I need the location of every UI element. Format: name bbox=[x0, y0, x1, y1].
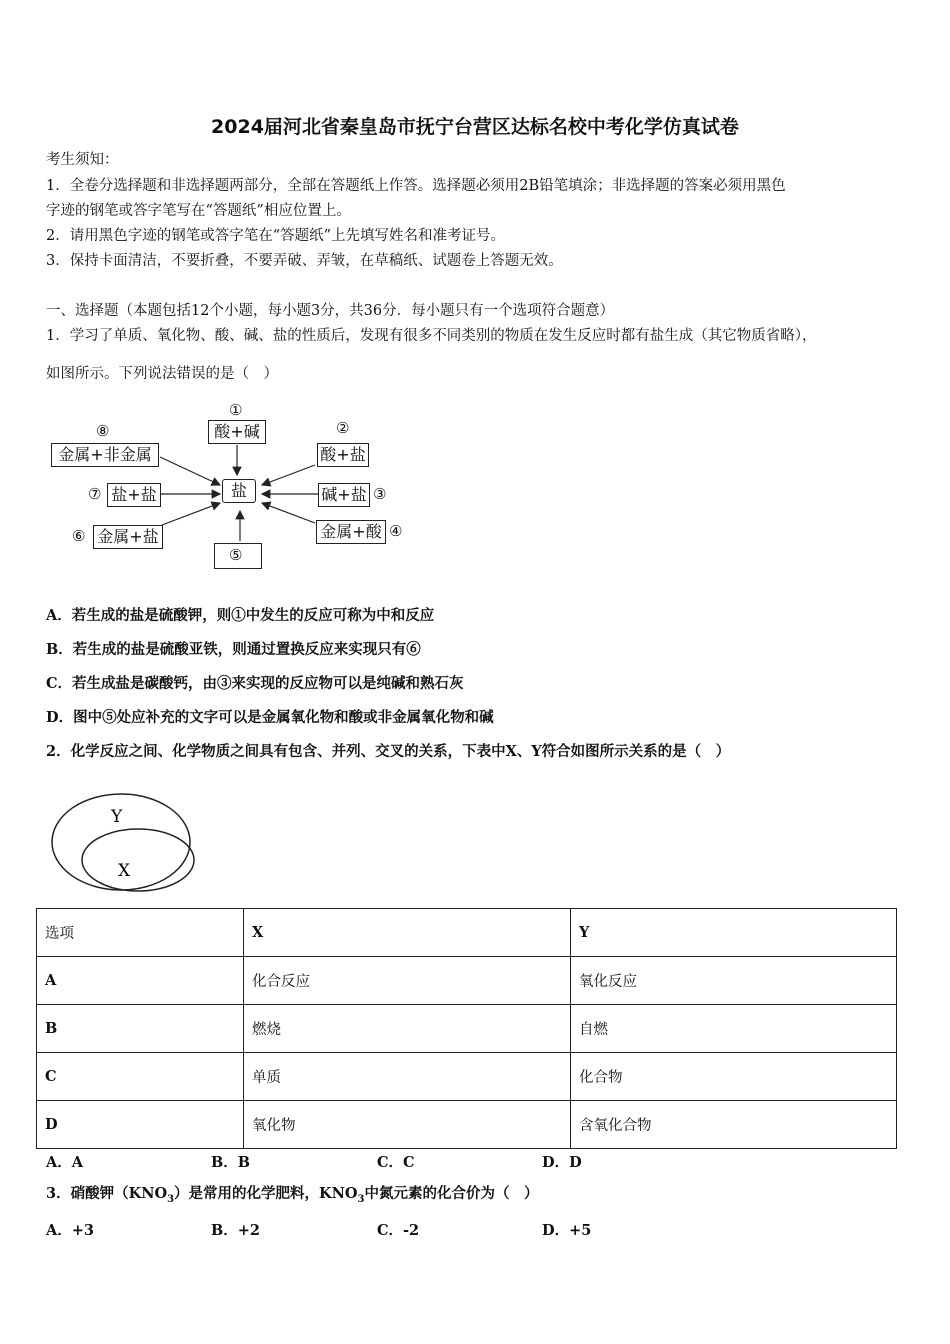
label-8: ⑧ bbox=[96, 422, 110, 440]
label-2: ② bbox=[336, 419, 350, 437]
table-cell: D bbox=[37, 1101, 244, 1149]
arrow-2 bbox=[262, 465, 315, 485]
q3-stem-part-c: 中氮元素的化合价为（ ） bbox=[364, 1185, 539, 1202]
page-title: 2024届河北省秦皇岛市抚宁台营区达标名校中考化学仿真试卷 bbox=[211, 116, 739, 138]
notice-line-4: 3．保持卡面清洁，不要折叠，不要弄破、弄皱，在草稿纸、试题卷上答题无效。 bbox=[46, 253, 563, 269]
notice-line-2: 字迹的钢笔或答字笔写在“答题纸”相应位置上。 bbox=[46, 203, 351, 219]
venn-circles bbox=[48, 790, 198, 895]
box-4-metal-acid: 金属+酸 bbox=[316, 520, 386, 544]
table-row bbox=[37, 957, 897, 1005]
arrow-6 bbox=[162, 503, 220, 525]
label-3: ③ bbox=[373, 485, 387, 503]
table-row bbox=[37, 1101, 897, 1149]
q3-stem-part-a: 3．硝酸钾（KNO bbox=[46, 1185, 168, 1202]
q3-answer-c: C．-2 bbox=[377, 1222, 420, 1239]
label-5: ⑤ bbox=[229, 546, 243, 564]
box-6-metal-salt: 金属+盐 bbox=[93, 525, 163, 549]
table-cell: 单质 bbox=[244, 1053, 571, 1101]
q2-stem: 2．化学反应之间、化学物质之间具有包含、并列、交叉的关系，下表中X、Y符合如图所示关系的是（ ） bbox=[46, 743, 731, 760]
box-1-acid-base: 酸+碱 bbox=[208, 420, 266, 444]
table-cell: 含氧化合物 bbox=[571, 1101, 897, 1149]
q3-stem bbox=[46, 1184, 539, 1210]
q1-option-a: A．若生成的盐是硫酸钾，则①中发生的反应可称为中和反应 bbox=[46, 607, 435, 624]
box-2-acid-salt: 酸+盐 bbox=[317, 443, 369, 467]
q1-option-d: D．图中⑤处应补充的文字可以是金属氧化物和酸或非金属氧化物和碱 bbox=[46, 709, 494, 726]
q2-answer-c: C．C bbox=[377, 1154, 415, 1171]
q3-answer-d: D．+5 bbox=[542, 1222, 592, 1239]
table-cell: 化合物 bbox=[571, 1053, 897, 1101]
table-cell: 化合反应 bbox=[244, 957, 571, 1005]
venn-diagram bbox=[48, 790, 198, 895]
label-4: ④ bbox=[389, 522, 403, 540]
arrow-8 bbox=[160, 457, 220, 485]
table-header-cell: Y bbox=[571, 909, 897, 957]
table-row bbox=[37, 1053, 897, 1101]
table-cell: C bbox=[37, 1053, 244, 1101]
notice-heading: 考生须知： bbox=[46, 152, 119, 168]
salt-reaction-diagram bbox=[0, 395, 950, 580]
table-cell: B bbox=[37, 1005, 244, 1053]
label-1: ① bbox=[229, 401, 243, 419]
table-cell: 氧化物 bbox=[244, 1101, 571, 1149]
inner-ellipse-x bbox=[82, 829, 194, 891]
label-6: ⑥ bbox=[72, 527, 86, 545]
q1-option-c: C．若生成盐是碳酸钙，由③来实现的反应物可以是纯碱和熟石灰 bbox=[46, 675, 464, 692]
notice-line-1: 1．全卷分选择题和非选择题两部分，全部在答题纸上作答。选择题必须用2B铅笔填涂；非选择题的答案必须用黑色 bbox=[46, 178, 786, 194]
table-cell: 自燃 bbox=[571, 1005, 897, 1053]
center-salt-box: 盐 bbox=[222, 479, 256, 503]
q3-answer-a: A．+3 bbox=[46, 1222, 94, 1239]
table-row bbox=[37, 1005, 897, 1053]
q2-answer-b: B．B bbox=[211, 1154, 251, 1171]
table-cell: 燃烧 bbox=[244, 1005, 571, 1053]
box-3-base-salt: 碱+盐 bbox=[318, 483, 370, 507]
table-cell: A bbox=[37, 957, 244, 1005]
q1-stem-line-1: 1．学习了单质、氧化物、酸、碱、盐的性质后，发现有很多不同类别的物质在发生反应时都有盐生成（其它物质省略）， bbox=[46, 328, 817, 344]
section-heading: 一、选择题（本题包括12个小题，每小题3分，共36分．每小题只有一个选项符合题意） bbox=[46, 303, 615, 319]
q3-subscript-2: 3 bbox=[357, 1193, 365, 1205]
q3-answer-b: B．+2 bbox=[211, 1222, 260, 1239]
q1-stem-line-2: 如图所示。下列说法错误的是（ ） bbox=[46, 366, 278, 382]
venn-label-x: X bbox=[118, 861, 131, 881]
box-7-salt-salt: 盐+盐 bbox=[107, 483, 161, 507]
arrow-4 bbox=[262, 503, 315, 523]
q3-stem-part-b: ）是常用的化学肥料，KNO bbox=[174, 1185, 358, 1202]
notice-line-3: 2．请用黑色字迹的钢笔或答字笔在“答题纸”上先填写姓名和准考证号。 bbox=[46, 228, 506, 244]
q2-options-table bbox=[36, 908, 897, 1149]
q2-answer-a: A．A bbox=[46, 1154, 84, 1171]
box-8-metal-nonmetal: 金属+非金属 bbox=[51, 443, 159, 467]
table-header-row bbox=[37, 909, 897, 957]
table-cell: 氧化反应 bbox=[571, 957, 897, 1005]
table-header-cell: X bbox=[244, 909, 571, 957]
q3-subscript-1: 3 bbox=[167, 1193, 175, 1205]
q1-option-b: B．若生成的盐是硫酸亚铁，则通过置换反应来实现只有⑥ bbox=[46, 641, 421, 658]
table-header-cell: 选项 bbox=[37, 909, 244, 957]
label-7: ⑦ bbox=[88, 485, 102, 503]
venn-label-y: Y bbox=[111, 807, 123, 827]
q2-answer-d: D．D bbox=[542, 1154, 582, 1171]
